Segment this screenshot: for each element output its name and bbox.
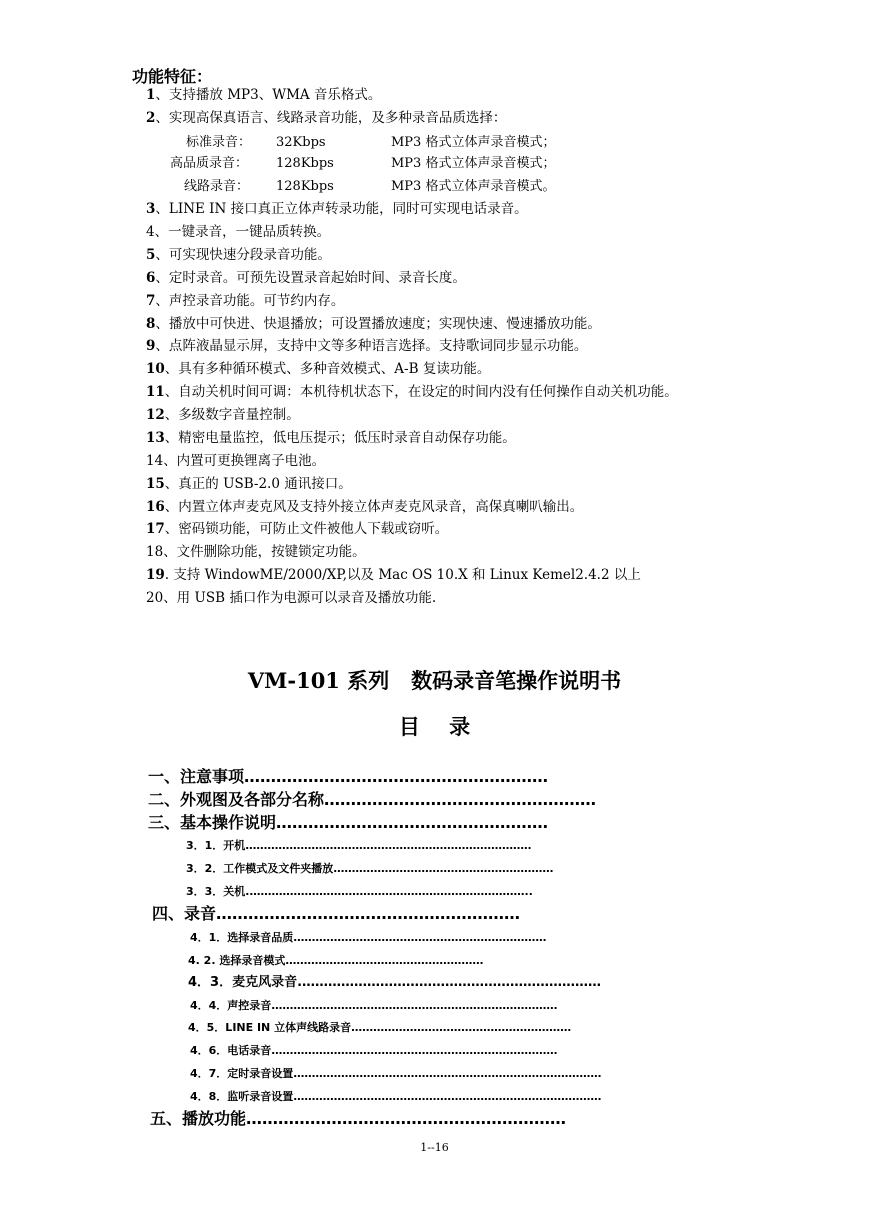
quality-desc: MP3 格式立体声录音模式； [391, 156, 556, 171]
quality-rate: 32Kbps [276, 135, 326, 150]
document-title: VM-101 系列 数码录音笔操作说明书 [247, 668, 622, 693]
feature-item: 11、自动关机时间可调：本机待机状态下，在设定的时间内没有任何操作自动关机功能。 [146, 384, 678, 400]
section-title: 功能特征： [132, 67, 213, 86]
feature-item: 18、文件删除功能，按键锁定功能。 [146, 544, 366, 560]
toc-subentry[interactable]: 4．3．麦克风录音.…………………………………………………………… [188, 975, 602, 990]
toc-subentry[interactable]: 4．7．定时录音设置………………………………………………………………………… [190, 1067, 602, 1080]
toc-entry[interactable]: 四、录音………………………………………………… [152, 904, 521, 923]
quality-label: 高品质录音： [170, 156, 249, 171]
quality-label: 标准录音： [186, 135, 252, 150]
toc-entry[interactable]: 三、基本操作说明…………………………………………… [148, 813, 549, 832]
feature-item: 19. 支持 WindowME/2000/XP,以及 Mac OS 10.X 和 Linux Kemel2.4.2 以上 [146, 567, 641, 583]
feature-item: 16、内置立体声麦克风及支持外接立体声麦克风录音，高保真喇叭输出。 [146, 499, 584, 515]
feature-item: 3、LINE IN 接口真正立体声转录功能，同时可实现电话录音。 [146, 201, 528, 217]
quality-label: 线路录音： [184, 179, 250, 194]
page-number: 1--16 [420, 1141, 449, 1154]
feature-item: 2、实现高保真语言、线路录音功能，及多种录音品质选择： [146, 110, 507, 126]
toc-entry[interactable]: 二、外观图及各部分名称…………………………………………… [148, 790, 597, 809]
toc-entry[interactable]: 一、注意事项………………………………………………… [148, 767, 549, 786]
feature-item: 6、定时录音。可预先设置录音起始时间、录音长度。 [146, 270, 466, 286]
feature-item: 12、多级数字音量控制。 [146, 407, 300, 423]
feature-item: 7、声控录音功能。可节约内存。 [146, 293, 345, 309]
quality-desc: MP3 格式立体声录音模式。 [391, 179, 556, 194]
quality-rate: 128Kbps [276, 156, 334, 171]
toc-subentry[interactable]: 4．1．选择录音品质…………………………………………………………… [190, 931, 547, 944]
toc-subentry[interactable]: 4．5．LINE IN 立体声线路录音…………………………………………………… [188, 1021, 572, 1034]
feature-item: 9、点阵液晶显示屏，支持中文等多种语言选择。支持歌词同步显示功能。 [146, 338, 588, 354]
toc-subentry[interactable]: 3．2．工作模式及文件夹播放…………………………………………………… [186, 862, 554, 875]
feature-item: 14、内置可更换锂离子电池。 [146, 453, 326, 469]
feature-item: 4、一键录音，一键品质转换。 [146, 224, 331, 240]
feature-item: 17、密码锁功能，可防止文件被他人下载或窃听。 [146, 521, 449, 537]
feature-item: 10、具有多种循环模式、多种音效模式、A-B 复读功能。 [146, 361, 491, 377]
toc-subentry[interactable]: 3．1．开机…………………………………………………………………… [186, 839, 532, 852]
feature-item: 20、用 USB 插口作为电源可以录音及播放功能. [146, 590, 437, 606]
toc-subentry[interactable]: 4．4．声控录音…………………………………………………………………… [190, 999, 558, 1012]
toc-entry[interactable]: 五、播放功能…………………………………………………… [150, 1109, 567, 1128]
quality-desc: MP3 格式立体声录音模式； [391, 135, 556, 150]
feature-item: 8、播放中可快进、快退播放；可设置播放速度；实现快速、慢速播放功能。 [146, 316, 601, 332]
quality-rate: 128Kbps [276, 179, 334, 194]
toc-title: 目 录 [398, 714, 471, 739]
toc-subentry[interactable]: 4．8．监听录音设置………………………………………………………………………… [190, 1090, 602, 1103]
toc-subentry[interactable]: 4．6．电话录音…………………………………………………………………… [190, 1044, 558, 1057]
feature-item: 1、支持播放 MP3、WMA 音乐格式。 [146, 87, 382, 103]
toc-subentry[interactable]: 3．3．关机.………………………………………………………………….. [186, 885, 533, 898]
feature-item: 5、可实现快速分段录音功能。 [146, 247, 331, 263]
feature-item: 15、真正的 USB-2.0 通讯接口。 [146, 476, 352, 492]
toc-subentry[interactable]: 4. 2. 选择录音模式……………………………………………… [188, 954, 484, 967]
feature-item: 13、精密电量监控，低电压提示；低压时录音自动保存功能。 [146, 430, 516, 446]
